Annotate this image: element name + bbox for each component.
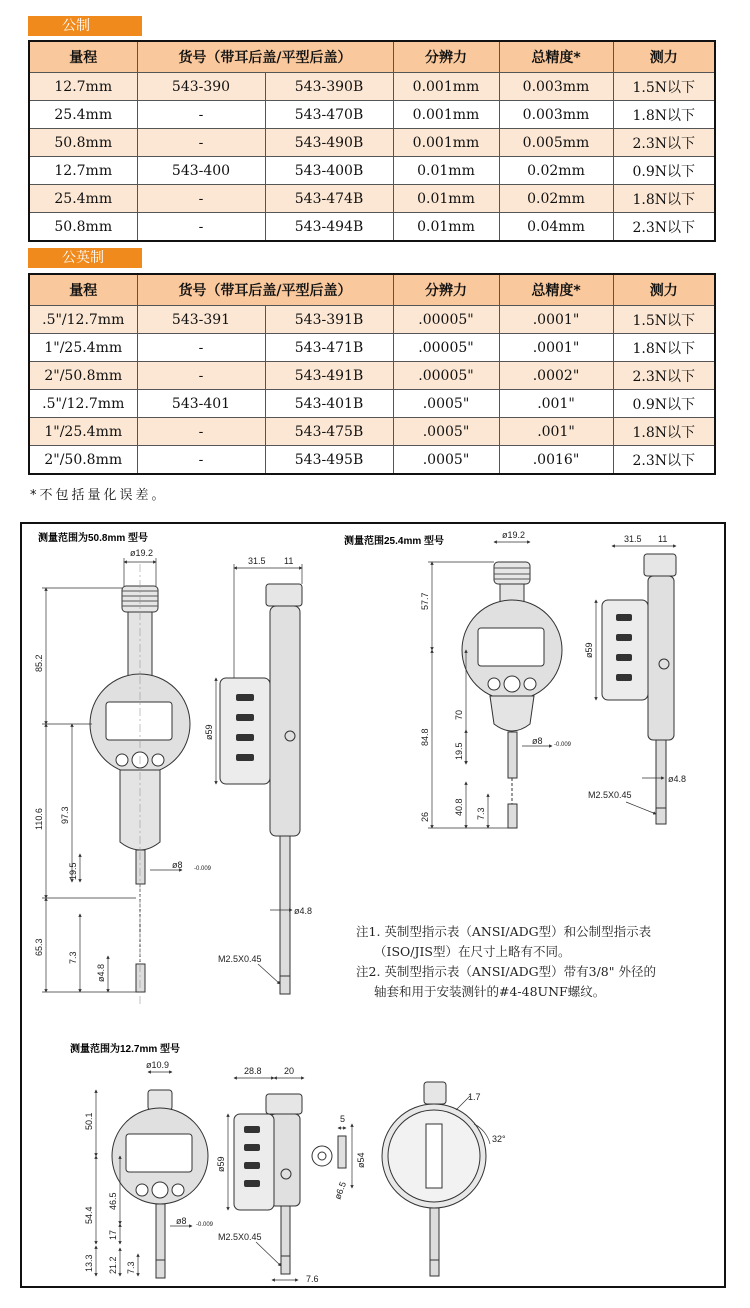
note-1-line-2: （ISO/JIS型）在尺寸上略有不同。: [374, 944, 571, 959]
button-icon: [524, 678, 536, 690]
button-icon: [152, 1182, 168, 1198]
table-cell: 2.3N以下: [613, 213, 715, 242]
table-cell: -: [137, 101, 265, 129]
spindle-50-8: [136, 850, 145, 884]
header-resolution: 分辨力: [393, 41, 499, 73]
title-50-8: 测量范围为50.8mm 型号: [38, 533, 149, 544]
table-cell: 1.8N以下: [613, 101, 715, 129]
table-cell: 50.8mm: [29, 213, 137, 242]
accuracy-footnote: *不包括量化误差。: [30, 488, 168, 503]
dim-label: 11: [284, 556, 294, 566]
table-cell: -: [137, 185, 265, 213]
table-cell: .001": [499, 390, 613, 418]
table-cell: 543-471B: [265, 334, 393, 362]
dim-label: 70: [454, 709, 464, 720]
table-row: [29, 446, 715, 475]
table-cell: 1.8N以下: [613, 185, 715, 213]
table-cell: 0.001mm: [393, 73, 499, 101]
table-cell: .001": [499, 418, 613, 446]
cap-25-4: [494, 562, 530, 584]
spindle-25-4: [508, 732, 517, 778]
table-cell: .0001": [499, 334, 613, 362]
dim-label: ø10.9: [146, 1060, 170, 1070]
header-force: 测力: [613, 41, 715, 73]
dim-label: 11: [658, 534, 668, 544]
side-body-50-8: [270, 606, 300, 836]
table-cell: 543-490B: [265, 129, 393, 157]
dim-label: ø19.2: [130, 548, 154, 558]
dimension-drawings: [22, 524, 724, 1286]
header-range: 量程: [29, 41, 137, 73]
header-order-no: 货号（带耳后盖/平型后盖）: [137, 41, 393, 73]
side-tip-50-8: [280, 976, 290, 994]
dim-label: 7.6: [306, 1274, 319, 1284]
header-force: 测力: [613, 274, 715, 306]
table-cell: 0.005mm: [499, 129, 613, 157]
dim-label: 40.8: [454, 798, 464, 816]
table-cell: -: [137, 129, 265, 157]
side-spindle-50-8: [280, 836, 290, 976]
table-cell: 2"/50.8mm: [29, 446, 137, 475]
dim-label: 32°: [492, 1134, 506, 1144]
table-cell: .00005": [393, 334, 499, 362]
dim-label: 13.3: [84, 1254, 94, 1272]
dim-label: 17: [108, 1229, 118, 1240]
table-cell: .5"/12.7mm: [29, 306, 137, 334]
dim-label: 19.5: [68, 862, 78, 880]
side-cap-50-8: [266, 584, 302, 606]
dim-label: 57.7: [420, 592, 430, 610]
dim-label: 7.3: [68, 951, 78, 964]
dim-label: M2.5X0.45: [218, 954, 262, 964]
table-cell: 0.02mm: [499, 185, 613, 213]
table-cell: .0005": [393, 390, 499, 418]
table-cell: 543-401: [137, 390, 265, 418]
contact-point-25-4: [508, 804, 517, 828]
table-cell: -: [137, 418, 265, 446]
table-row: [29, 306, 715, 334]
table-cell: 543-401B: [265, 390, 393, 418]
table-cell: .00005": [393, 362, 499, 390]
dim-label: ø54: [356, 1152, 366, 1168]
dim-label: 7.3: [476, 807, 486, 820]
table-cell: 0.003mm: [499, 73, 613, 101]
table-cell: .0016": [499, 446, 613, 475]
dim-label: 84.8: [420, 728, 430, 746]
table-cell: 0.001mm: [393, 129, 499, 157]
dim-label: 110.6: [34, 808, 44, 830]
dim-label: -0.009: [554, 742, 572, 748]
table-cell: .0001": [499, 306, 613, 334]
button-icon: [136, 1184, 148, 1196]
lcd-display-50-8: [106, 702, 172, 740]
table-row: [29, 418, 715, 446]
lcd-display-12-7: [126, 1134, 192, 1172]
metric-section-tag: 公制: [28, 16, 142, 36]
lcd-display-25-4: [478, 628, 544, 666]
table-cell: 543-475B: [265, 418, 393, 446]
dim-label: -0.009: [196, 1222, 214, 1228]
dim-label: ø59: [204, 724, 214, 740]
table-cell: 0.01mm: [393, 185, 499, 213]
table-cell: 1.8N以下: [613, 418, 715, 446]
table-row: [29, 334, 715, 362]
dim-label: 31.5: [248, 556, 266, 566]
table-cell: 2.3N以下: [613, 446, 715, 475]
inch-section-tag: 公英制: [28, 248, 142, 268]
dim-label: 19.5: [454, 742, 464, 760]
dim-label: 65.3: [34, 938, 44, 956]
table-cell: 0.9N以下: [613, 390, 715, 418]
table-cell: 0.02mm: [499, 157, 613, 185]
drawing-50-8mm: [34, 531, 312, 1004]
table-cell: 543-400: [137, 157, 265, 185]
table-cell: 2"/50.8mm: [29, 362, 137, 390]
table-cell: 543-391B: [265, 306, 393, 334]
table-cell: 1"/25.4mm: [29, 334, 137, 362]
table-cell: 2.3N以下: [613, 362, 715, 390]
button-icon: [504, 676, 520, 692]
table-cell: 2.3N以下: [613, 129, 715, 157]
dim-label: 31.5: [624, 534, 642, 544]
table-cell: -: [137, 446, 265, 475]
dim-label: 21.2: [108, 1256, 118, 1274]
note-1-line-1: 注1. 英制型指示表（ANSI/ADG型）和公制型指示表: [356, 924, 652, 939]
table-cell: 543-390: [137, 73, 265, 101]
table-cell: .0002": [499, 362, 613, 390]
table-row: [29, 213, 715, 242]
dim-label: 85.2: [34, 654, 44, 672]
metric-spec-table: [28, 40, 716, 242]
button-icon: [116, 754, 128, 766]
table-row: [29, 129, 715, 157]
table-cell: .5"/12.7mm: [29, 390, 137, 418]
table-cell: 1.5N以下: [613, 306, 715, 334]
table-cell: .0005": [393, 418, 499, 446]
inch-spec-table: [28, 273, 716, 475]
dim-label: -0.009: [194, 866, 212, 872]
dim-label: 5: [340, 1114, 346, 1124]
dim-label: ø59: [584, 642, 594, 658]
table-cell: -: [137, 213, 265, 242]
table-cell: 0.003mm: [499, 101, 613, 129]
table-cell: 0.01mm: [393, 213, 499, 242]
table-cell: 0.9N以下: [613, 157, 715, 185]
note-2-line-2: 轴套和用于安装测针的#4-48UNF螺纹。: [374, 984, 606, 999]
table-row: [29, 157, 715, 185]
dim-label: 28.8: [244, 1066, 262, 1076]
dim-label: M2.5X0.45: [588, 790, 632, 800]
contact-point-50-8: [136, 964, 145, 992]
table-row: [29, 101, 715, 129]
drawing-25-4mm: [344, 530, 686, 828]
dim-label: 7.3: [126, 1261, 136, 1274]
dim-label: ø8: [532, 736, 543, 746]
table-cell: 543-390B: [265, 73, 393, 101]
dim-label: ø4.8: [294, 906, 313, 916]
header-order-no: 货号（带耳后盖/平型后盖）: [137, 274, 393, 306]
header-accuracy: 总精度*: [499, 41, 613, 73]
table-cell: 12.7mm: [29, 157, 137, 185]
table-row: [29, 185, 715, 213]
header-accuracy: 总精度*: [499, 274, 613, 306]
table-cell: 12.7mm: [29, 73, 137, 101]
dim-label: 26: [420, 811, 430, 822]
table-cell: .0005": [393, 446, 499, 475]
table-cell: 543-491B: [265, 362, 393, 390]
drawing-12-7mm: [70, 1042, 506, 1284]
table-cell: 1.5N以下: [613, 73, 715, 101]
table-cell: .00005": [393, 306, 499, 334]
table-cell: -: [137, 362, 265, 390]
dim-label: 46.5: [108, 1192, 118, 1210]
dim-label: ø4.8: [96, 963, 106, 982]
dim-label: 54.4: [84, 1206, 94, 1224]
dim-label: ø6.5: [332, 1180, 349, 1201]
table-cell: 25.4mm: [29, 185, 137, 213]
title-12-7: 测量范围为12.7mm 型号: [70, 1044, 181, 1055]
table-row: [29, 390, 715, 418]
lug-detail: [312, 1146, 332, 1166]
table-cell: 543-494B: [265, 213, 393, 242]
title-25-4: 测量范围25.4mm 型号: [344, 536, 445, 547]
dim-label: ø4.8: [668, 774, 687, 784]
table-cell: 543-470B: [265, 101, 393, 129]
table-cell: -: [137, 334, 265, 362]
header-range: 量程: [29, 274, 137, 306]
dim-label: ø8: [172, 860, 183, 870]
table-row: [29, 73, 715, 101]
table-cell: 543-400B: [265, 157, 393, 185]
table-cell: 0.04mm: [499, 213, 613, 242]
table-cell: 543-391: [137, 306, 265, 334]
dim-label: 20: [284, 1066, 295, 1076]
dim-label: ø59: [216, 1156, 226, 1172]
header-resolution: 分辨力: [393, 274, 499, 306]
button-icon: [172, 1184, 184, 1196]
dim-label: ø19.2: [502, 530, 526, 540]
dim-label: ø8: [176, 1216, 187, 1226]
dimension-drawing-panel: [20, 522, 726, 1288]
table-cell: 25.4mm: [29, 101, 137, 129]
table-cell: 543-474B: [265, 185, 393, 213]
table-cell: 1"/25.4mm: [29, 418, 137, 446]
button-icon: [488, 678, 500, 690]
button-icon: [152, 754, 164, 766]
dim-label: 50.1: [84, 1112, 94, 1130]
side-body-25-4: [648, 576, 674, 740]
table-cell: 0.01mm: [393, 157, 499, 185]
table-cell: 50.8mm: [29, 129, 137, 157]
side-bezel-50-8: [220, 678, 270, 784]
table-row: [29, 362, 715, 390]
table-cell: 543-495B: [265, 446, 393, 475]
table-cell: 1.8N以下: [613, 334, 715, 362]
dim-label: 1.7: [468, 1092, 481, 1102]
dim-label: M2.5X0.45: [218, 1232, 262, 1242]
note-2-line-1: 注2. 英制型指示表（ANSI/ADG型）带有3/8" 外径的: [356, 964, 656, 979]
table-cell: 0.001mm: [393, 101, 499, 129]
dim-label: 97.3: [60, 806, 70, 824]
